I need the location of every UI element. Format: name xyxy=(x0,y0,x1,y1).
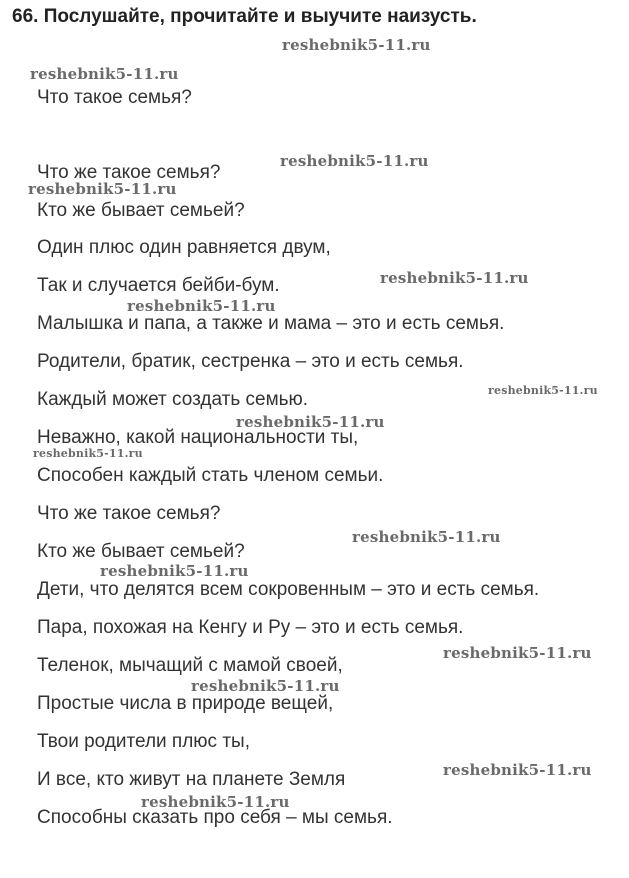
poem-line: Малышка и папа, а также и мама – это и есть семья. xyxy=(37,313,505,334)
watermark: reshebnik5-11.ru xyxy=(141,793,290,811)
poem-line: Пара, похожая на Кенгу и Ру – это и есть семья. xyxy=(37,617,464,638)
poem-line: Родители, братик, сестренка – это и есть семья. xyxy=(37,351,464,372)
watermark: reshebnik5-11.ru xyxy=(28,180,177,198)
poem-line: Способен каждый стать членом семьи. xyxy=(37,465,384,486)
poem-line: Кто же бывает семьей? xyxy=(37,541,245,562)
watermark: reshebnik5-11.ru xyxy=(191,677,340,695)
poem-line: Так и случается бейби-бум. xyxy=(37,275,280,296)
poem-line: Дети, что делятся всем сокровенным – это и есть семья. xyxy=(37,579,540,600)
watermark: reshebnik5-11.ru xyxy=(280,152,429,170)
watermark: reshebnik5-11.ru xyxy=(30,65,179,83)
watermark: reshebnik5-11.ru xyxy=(488,384,598,397)
poem-line: Что такое семья? xyxy=(37,87,192,108)
watermark: reshebnik5-11.ru xyxy=(282,36,431,54)
poem-line: Способны сказать про себя – мы семья. xyxy=(37,807,393,828)
watermark: reshebnik5-11.ru xyxy=(443,761,592,779)
exercise-instruction: Послушайте, прочитайте и выучите наизусть. xyxy=(43,6,477,27)
exercise-number: 66. xyxy=(12,6,39,27)
poem-line: И все, кто живут на планете Земля xyxy=(37,769,346,790)
poem-line: Каждый может создать семью. xyxy=(37,389,309,410)
poem-line: Кто же бывает семьей? xyxy=(37,200,245,221)
poem-line: Неважно, какой национальности ты, xyxy=(37,427,359,448)
poem-line: Твои родители плюс ты, xyxy=(37,731,250,752)
watermark: reshebnik5-11.ru xyxy=(443,644,592,662)
watermark: reshebnik5-11.ru xyxy=(352,528,501,546)
poem-line: Один плюс один равняется двум, xyxy=(37,237,331,258)
watermark: reshebnik5-11.ru xyxy=(380,269,529,287)
poem-line: Простые числа в природе вещей, xyxy=(37,693,334,714)
poem-line: Теленок, мычащий с мамой своей, xyxy=(37,655,343,676)
poem-line: Что же такое семья? xyxy=(37,503,221,524)
watermark: reshebnik5-11.ru xyxy=(33,447,143,460)
poem-line: Что же такое семья? xyxy=(37,162,221,183)
watermark: reshebnik5-11.ru xyxy=(100,562,249,580)
watermark: reshebnik5-11.ru xyxy=(236,413,385,431)
exercise-title xyxy=(12,6,477,28)
watermark: reshebnik5-11.ru xyxy=(127,297,276,315)
